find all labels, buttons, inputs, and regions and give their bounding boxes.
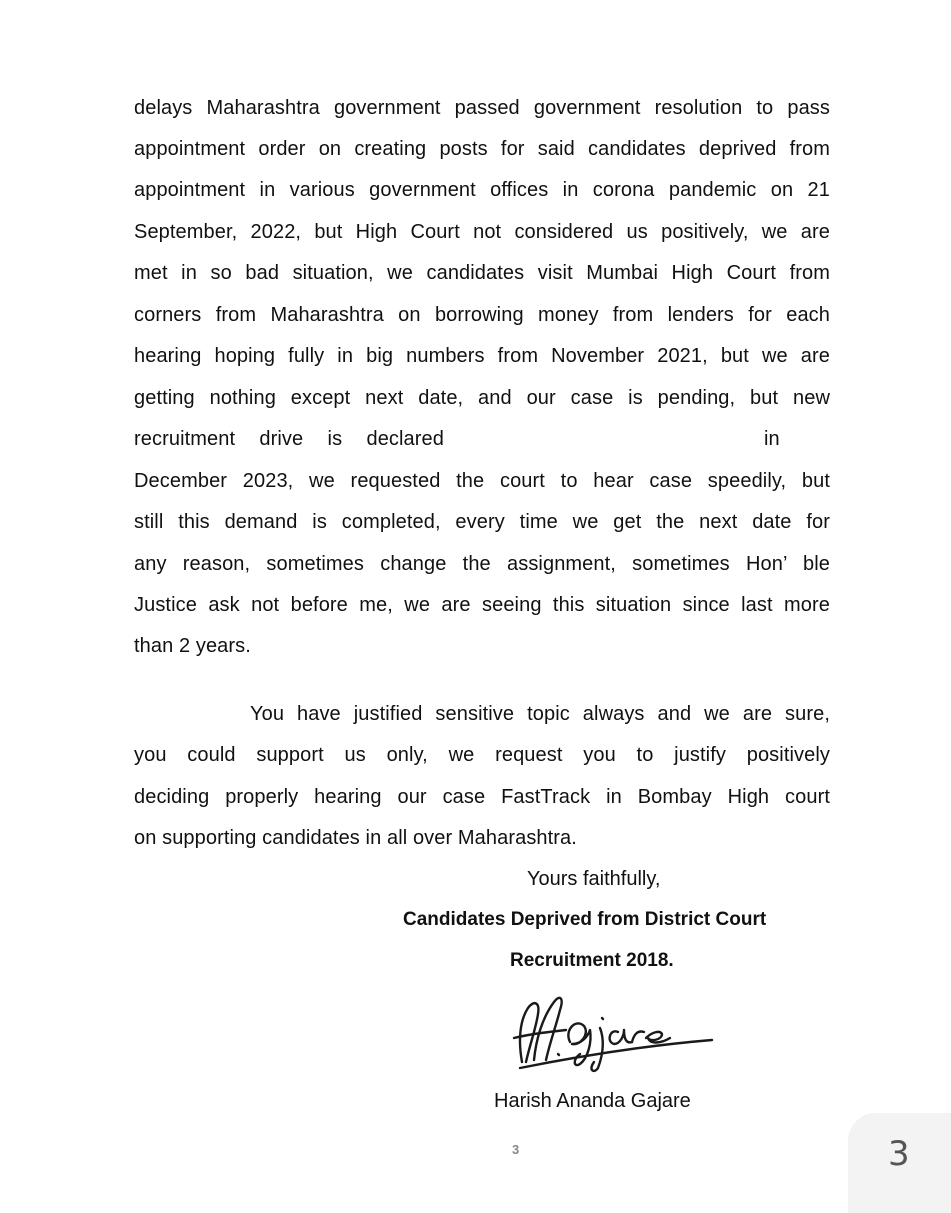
body-line-indent: You have justified sensitive topic always and we are sure, [250, 703, 830, 725]
body-line: appointment in various government offices in corona pandemic on 21 [134, 179, 830, 201]
signature-image [500, 980, 720, 1075]
page-number: 3 [512, 1142, 520, 1157]
body-line: you could support us only, we request you to justify positively [134, 744, 830, 766]
body-line: Justice ask not before me, we are seeing this situation since last more [134, 594, 830, 616]
body-line: corners from Maharashtra on borrowing money from lenders for each [134, 304, 830, 326]
body-line: September, 2022, but High Court not considered us positively, we are [134, 221, 830, 243]
closing-org-line2: Recruitment 2018. [510, 950, 674, 971]
body-line-gap-right: in [764, 428, 780, 450]
body-line: hearing hoping fully in big numbers from November 2021, but we are [134, 345, 830, 367]
closing-org-line1: Candidates Deprived from District Court [403, 909, 767, 930]
body-line: delays Maharashtra government passed government resolution to pass [134, 97, 830, 119]
body-line: still this demand is completed, every time we get the next date for [134, 511, 830, 533]
closing-salutation: Yours faithfully, [527, 868, 661, 890]
page-indicator-number: 3 [888, 1134, 910, 1174]
signatory-name: Harish Ananda Gajare [494, 1090, 691, 1112]
body-line: December 2023, we requested the court to hear case speedily, but [134, 470, 830, 492]
body-line-last: on supporting candidates in all over Maharashtra. [134, 827, 577, 849]
body-line: met in so bad situation, we candidates visit Mumbai High Court from [134, 262, 830, 284]
body-line-gap-left: recruitment drive is declared [134, 428, 444, 450]
body-line-last: than 2 years. [134, 635, 251, 657]
body-line: deciding properly hearing our case FastTrack in Bombay High court [134, 786, 830, 808]
body-line: getting nothing except next date, and our case is pending, but new [134, 387, 830, 409]
body-line: appointment order on creating posts for said candidates deprived from [134, 138, 830, 160]
body-line: any reason, sometimes change the assignment, sometimes Hon’ ble [134, 553, 830, 575]
